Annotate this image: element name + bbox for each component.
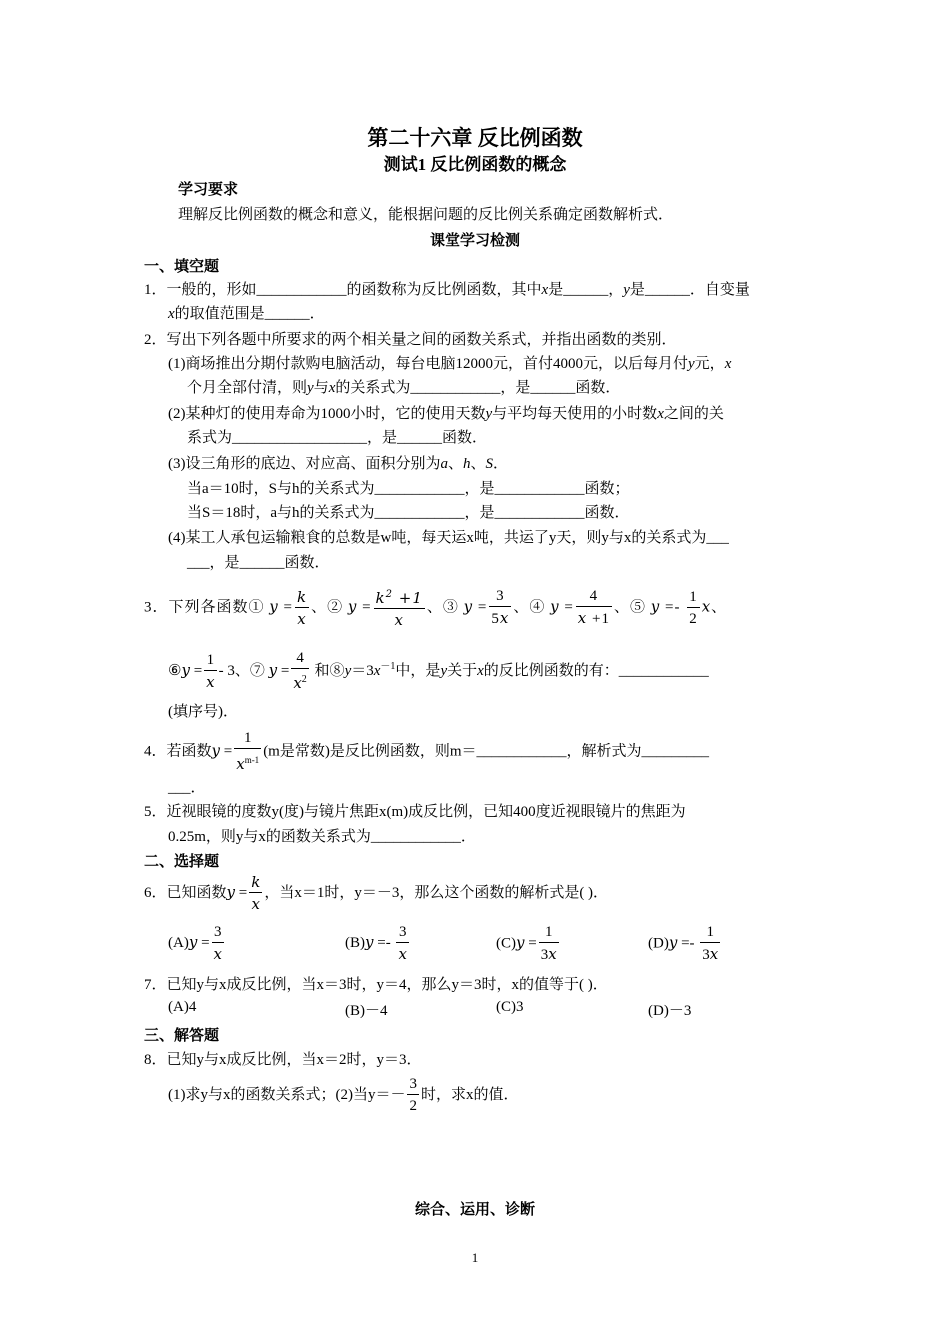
q3-line3: (填序号)．	[168, 704, 238, 720]
q6-option-d: (D)y =- $\frac{1}{3x}$	[648, 924, 719, 963]
requirements-heading: 学习要求	[178, 182, 239, 198]
q4-line1: 4．若函数y = $\frac{1}{x^{m-1}}$ (m是常数)是反比例函数，则m＝____________，解析式为_________	[144, 730, 710, 773]
q2-3-line2: 当a＝10时，S与h的关系式为____________，是____________函数；	[187, 481, 630, 497]
q2-2-line2: 系式为__________________，是______函数．	[187, 430, 488, 446]
q6-option-c: (C)y = $\frac{1}{3x}$	[496, 924, 557, 963]
q2-1-line2: 个月全部付清，则y与x的关系式为____________，是______函数．	[187, 380, 621, 396]
test-title: 测试1 反比例函数的概念	[383, 155, 567, 174]
chapter-title: 第二十六章 反比例函数	[367, 126, 583, 150]
page-number: 1	[471, 1250, 479, 1265]
class-heading: 课堂学习检测	[429, 233, 520, 249]
q3-line1: 3．下列各函数① y = $\frac{k}{x}$ 、② y = $\frac{k^2 +1}{x}$ 、③ y = $\frac{3}{5x}$ 、④ y = $\frac{4}{x +1}$ 、⑤ y =- $\frac{1}{2}$ x、	[144, 585, 727, 631]
section3-heading: 三、解答题	[144, 1028, 220, 1044]
q7-option-c: (C)3	[496, 999, 524, 1015]
q2-4-line2: ___，是______函数．	[187, 555, 330, 571]
q6-stem: 6．已知函数y = $\frac{k}{x}$ ，当x＝1时，y＝－3，那么这个函数的解析式是( )．	[144, 873, 609, 913]
q7-option-d: (D)－3	[648, 1003, 692, 1019]
q3-line2: ⑥y = $\frac{1}{x}$ - 3、⑦ y = $\frac{4}{x^2}$ 和$⑧y=3x^{-1}$中，是y关于x的反比例函数的有：____________	[168, 650, 709, 692]
q5-line1: 5．近视眼镜的度数y(度)与镜片焦距x(m)成反比例，已知400度近视眼镜片的焦距为	[144, 804, 686, 820]
section1-heading: 一、填空题	[144, 259, 220, 275]
q2-3-line1: (3)设三角形的底边、对应高、面积分别为a、h、S．	[168, 456, 509, 472]
q2-4-line1: (4)某工人承包运输粮食的总数是w吨，每天运x吨，共运了y天，则y与x的关系式为___	[168, 530, 729, 546]
q4-line2: ___．	[168, 780, 206, 796]
q5-line2: 0.25m，则y与x的函数关系式为____________．	[168, 829, 476, 845]
q6-option-a: (A)y = $\frac{3}{x}$	[168, 924, 222, 963]
q6-option-b: (B)y =- $\frac{3}{x}$	[345, 924, 407, 963]
q2-1-line1: (1)商场推出分期付款购电脑活动，每台电脑12000元，首付4000元，以后每月付y元，x	[168, 356, 732, 372]
q7-stem: 7．已知y与x成反比例，当x＝3时，y＝4，那么y＝3时，x的值等于( )．	[144, 977, 608, 993]
q1-line2: x的取值范围是______．	[168, 306, 325, 322]
q8-stem: 8．已知y与x成反比例，当x＝2时，y＝3．	[144, 1052, 422, 1068]
q8-parts: (1)求y与x的函数关系式；(2)当y＝－ $\frac{3}{2}$ 时，求x的值．	[168, 1076, 519, 1114]
q2-3-line3: 当S＝18时，a与h的关系式为____________，是____________函数．	[187, 505, 630, 521]
q1-line1: 1．一般的，形如____________的函数称为反比例函数，其中x是______，y是______．自变量	[144, 282, 750, 298]
q2-stem: 2．写出下列各题中所要求的两个相关量之间的函数关系式，并指出函数的类别．	[144, 332, 677, 348]
q7-option-b: (B)－4	[345, 1003, 388, 1019]
next-section-heading: 综合、运用、诊断	[414, 1202, 535, 1218]
q2-2-line1: (2)某种灯的使用寿命为1000小时，它的使用天数y与平均每天使用的小时数x之间的关	[168, 406, 724, 422]
q7-option-a: (A)4	[168, 999, 197, 1015]
requirements-text: 理解反比例函数的概念和意义，能根据问题的反比例关系确定函数解析式．	[178, 207, 674, 223]
section2-heading: 二、选择题	[144, 854, 220, 870]
